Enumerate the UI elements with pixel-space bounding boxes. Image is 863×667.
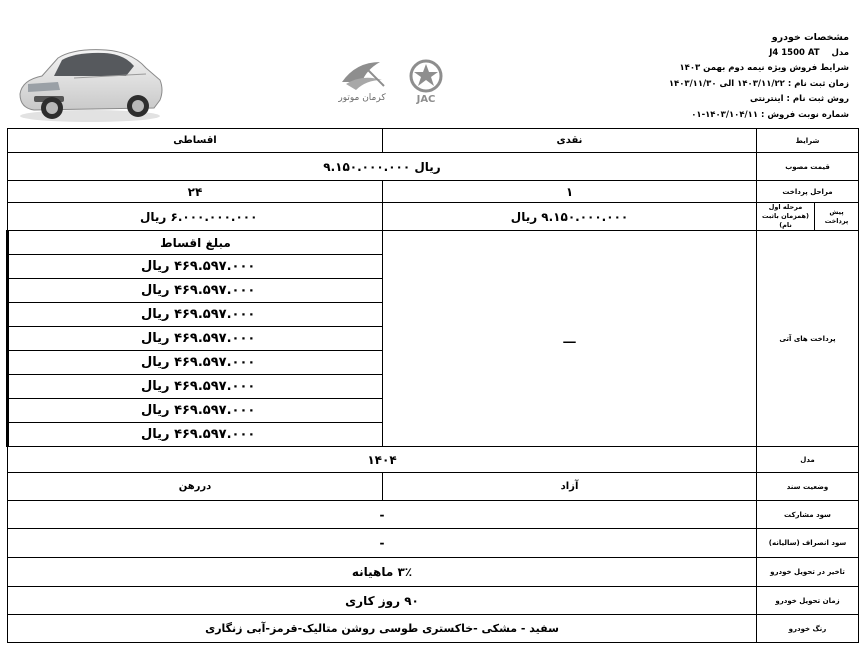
cash-future-value: ـــ [383,231,757,447]
installment-amount: ۴۶۹.۵۹۷.۰۰۰ ریال [8,399,383,423]
color-label: رنگ خودرو [757,615,859,643]
document-header [0,0,863,128]
prepayment-label: پیش پرداخت [815,203,859,231]
color-row [8,615,859,643]
installment-amount-header: مبلغ اقساط [8,231,383,255]
participation-profit-row [8,501,859,529]
installment-amount: ۴۶۹.۵۹۷.۰۰۰ ریال [8,327,383,351]
kerman-motor-logo [337,62,386,103]
header-row [8,129,859,153]
installment-amount: ۴۶۹.۵۹۷.۰۰۰ ریال [8,375,383,399]
model-year-value: ۱۴۰۴ [8,447,757,473]
document-status-label: وضعیت سند [757,473,859,501]
pricing-table [6,128,859,643]
installment-prepayment-value [8,203,383,231]
installment-prepayment-text: ۶.۰۰۰.۰۰۰.۰۰۰ ریال [140,209,258,224]
kerman-motor-logo-text: کرمان موتور [338,93,386,103]
payment-stages-row [8,181,859,203]
prepayment-row [8,203,859,231]
spec-model-label: مدل [831,47,849,58]
future-payments-row [8,231,859,255]
spec-model-row [669,46,849,62]
cancellation-profit-value: - [8,529,757,558]
installment-amount: ۴۶۹.۵۹۷.۰۰۰ ریال [8,351,383,375]
jac-logo [411,61,441,105]
spec-title: مشخصات خودرو [771,32,849,43]
installment-amount: ۴۶۹.۵۹۷.۰۰۰ ریال [8,423,383,447]
model-year-label: مدل [757,447,859,473]
cancellation-profit-label: سود انصراف (سالیانه) [757,529,859,558]
delivery-time-row [8,587,859,615]
installment-amount: ۴۶۹.۵۹۷.۰۰۰ ریال [8,303,383,327]
spec-registration-time: زمان ثبت نام : ۱۴۰۳/۱۱/۲۲ الی ۱۴۰۳/۱۱/۳۰ [668,78,849,89]
spec-sale-turn-number: شماره نوبت فروش : ۱۴۰۳/۱۰۴/۱۱-۰۱ [691,109,849,120]
payment-stages-label: مراحل پرداخت [757,181,859,203]
color-value: سفید - مشکی -خاکستری طوسی روشن متالیک-قرمز-آبی زنگاری [8,615,757,643]
delivery-time-label: زمان تحویل خودرو [757,587,859,615]
cash-prepayment-value [383,203,757,231]
future-payments-label: پرداخت های آتی [757,231,859,447]
document-status-row [8,473,859,501]
conditions-label: شرایط [757,129,859,153]
installment-amount: ۴۶۹.۵۹۷.۰۰۰ ریال [8,255,383,279]
model-year-row [8,447,859,473]
delivery-delay-label: تاخیر در تحویل خودرو [757,558,859,587]
cash-header: نقدی [383,129,757,153]
spec-registration-method: روش ثبت نام : اینترنتی [749,94,849,105]
installment-amount: ۴۶۹.۵۹۷.۰۰۰ ریال [8,279,383,303]
first-stage-note: (همزمان باثبت نام) [762,212,810,229]
delivery-time-value: ۹۰ روز کاری [8,587,757,615]
installment-stages-value: ۲۴ [8,181,383,203]
spec-sale-terms: شرایط فروش ویژه نیمه دوم بهمن ۱۴۰۳ [679,63,849,74]
approved-price-row [8,153,859,181]
first-stage-label [757,203,815,231]
participation-profit-value: - [8,501,757,529]
cash-stages-value: ۱ [383,181,757,203]
installment-document-status: دررهن [8,473,383,501]
car-image [14,38,166,124]
delivery-delay-value: ۳٪ ماهیانه [8,558,757,587]
brand-logos [332,56,456,106]
installment-header: اقساطی [8,129,383,153]
first-stage-title: مرحله اول [768,203,803,211]
approved-price-value [8,153,757,181]
jac-logo-text: JAC [416,94,436,105]
cash-document-status: آزاد [383,473,757,501]
spec-model-value: J4 1500 AT [769,47,820,58]
participation-profit-label: سود مشارکت [757,501,859,529]
approved-price-text: ۹.۱۵۰.۰۰۰.۰۰۰ ریال [323,159,441,174]
cancellation-profit-row [8,529,859,558]
spec-block [669,30,849,124]
approved-price-label: قیمت مصوب [757,153,859,181]
cash-prepayment-text: ۹.۱۵۰.۰۰۰.۰۰۰ ریال [510,209,629,224]
delivery-delay-row [8,558,859,587]
